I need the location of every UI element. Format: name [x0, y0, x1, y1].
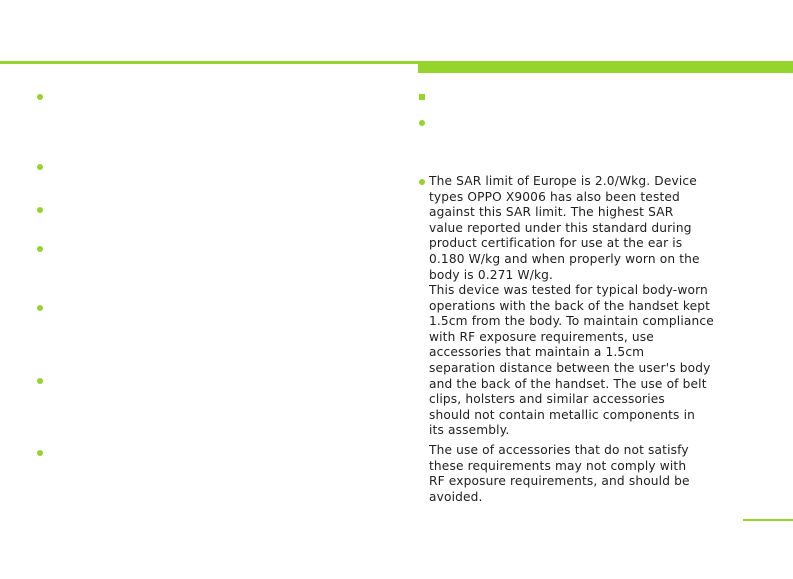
left-bullet-dot-icon	[37, 94, 43, 100]
left-bullet-dot-icon	[37, 207, 43, 213]
sar-bullet-dot-icon	[419, 179, 425, 185]
left-bullet-dot-icon	[37, 305, 43, 311]
body-worn-paragraph: This device was tested for typical body-worn operations with the back of the handset kept 1.5cm from the body. To maintain compliance with RF exposure requirements, use accessories that maintain a 1.5cm separation distance between the user's body and the back of the handset. The use of belt clips, holsters and similar accessories should not contain metallic components in its assembly.	[429, 283, 714, 438]
left-bullet-dot-icon	[37, 164, 43, 170]
footer-accent-line	[743, 519, 793, 521]
left-bullet-dot-icon	[37, 450, 43, 456]
right-square-bullet-icon	[419, 94, 425, 100]
header-rule-left	[0, 61, 419, 64]
sar-limit-paragraph: The SAR limit of Europe is 2.0/Wkg. Device types OPPO X9006 has also been tested against this SAR limit. The highest SAR value reported under this standard during product certification for use at the ear is 0.180 W/kg and when properly worn on the body is 0.271 W/kg.	[429, 174, 700, 282]
header-band-right	[418, 61, 793, 73]
accessories-paragraph: The use of accessories that do not satisfy these requirements may not comply with RF exposure requirements, and should be avoided.	[429, 443, 690, 504]
right-bullet-dot-icon	[419, 120, 425, 126]
left-bullet-dot-icon	[37, 246, 43, 252]
left-bullet-dot-icon	[37, 378, 43, 384]
